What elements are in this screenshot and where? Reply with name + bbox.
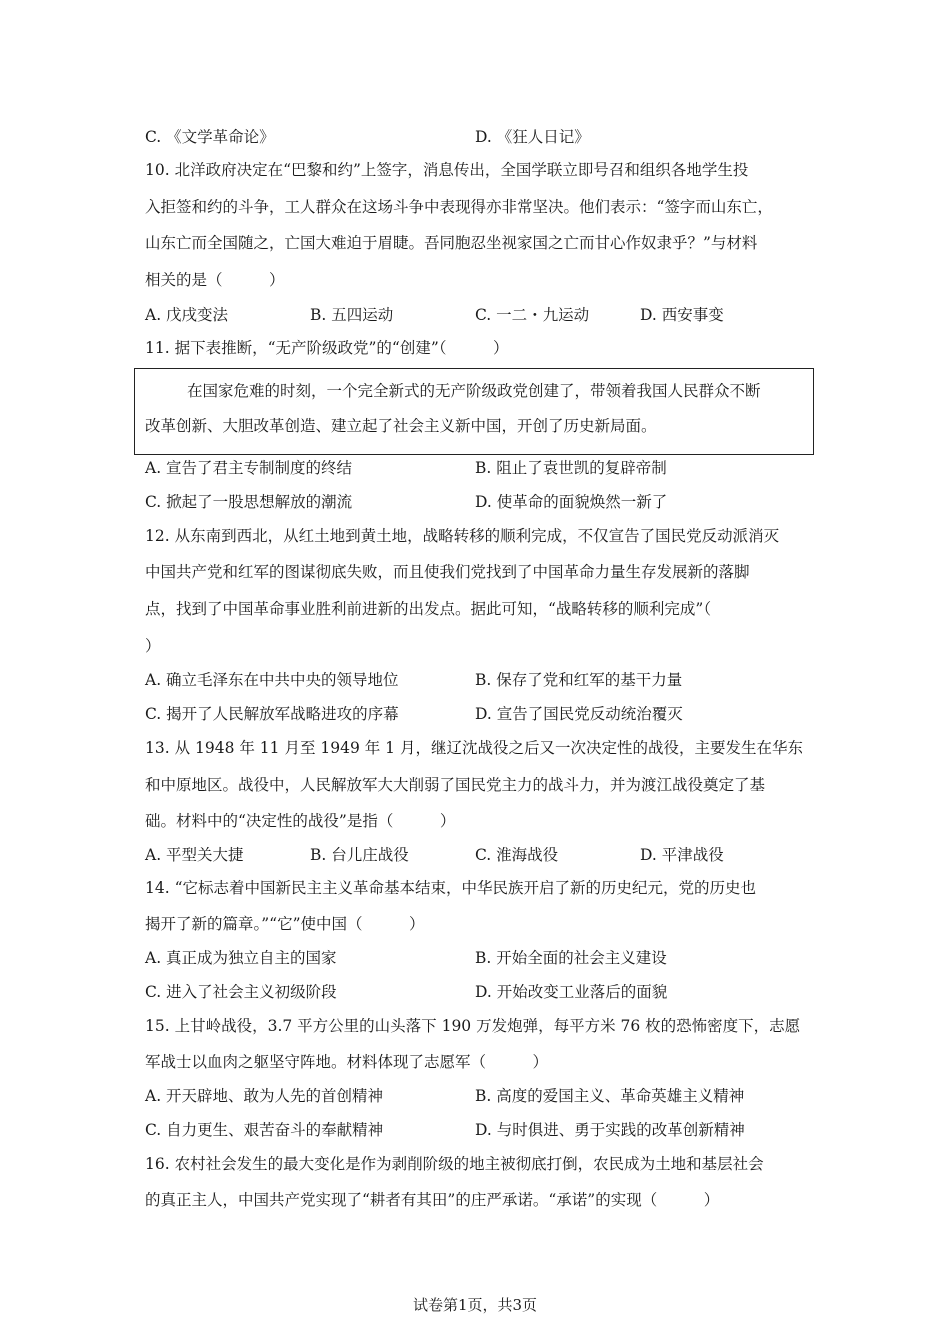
q14-option-d: D. 开始改变工业落后的面貌 [475,983,668,1001]
q14-option-b: B. 开始全面的社会主义建设 [475,949,667,967]
q10-stem-line-1: 10. 北洋政府决定在“巴黎和约”上签字，消息传出，全国学联立即号召和组织各地学生投 [145,161,749,179]
q16-stem-line-1: 16. 农村社会发生的最大变化是作为剥削阶级的地主被彻底打倒，农民成为土地和基层社会 [145,1155,764,1173]
q13-option-d: D. 平津战役 [640,846,724,864]
q15-stem-line-1: 15. 上甘岭战役，3.7 平方公里的山头落下 190 万发炮弹，每平方米 76 枚的恐怖密度下，志愿 [145,1017,801,1035]
q11-material-box [134,368,814,455]
q14-option-a: A. 真正成为独立自主的国家 [145,949,337,967]
q9-option-d: D. 《狂人日记》 [475,128,590,146]
q10-stem-line-2: 入拒签和约的斗争，工人群众在这场斗争中表现得亦非常坚决。他们表示：“签字而山东亡， [145,198,773,216]
q10-option-a: A. 戊戌变法 [145,306,229,324]
q12-option-d: D. 宣告了国民党反动统治覆灭 [475,705,683,723]
q12-stem-line-2: 中国共产党和红军的图谋彻底失败，而且使我们党找到了中国革命力量生存发展新的落脚 [145,563,750,581]
q11-option-b: B. 阻止了袁世凯的复辟帝制 [475,459,667,477]
q9-option-c: C. 《文学革命论》 [145,128,275,146]
page-footer: 试卷第1页，共3页 [412,1296,538,1314]
q12-option-b: B. 保存了党和红军的基干力量 [475,671,683,689]
q10-option-d: D. 西安事变 [640,306,724,324]
q13-stem-line-3: 础。材料中的“决定性的战役”是指（ ） [145,812,456,830]
q15-option-b: B. 高度的爱国主义、革命英雄主义精神 [475,1087,745,1105]
q13-stem-line-1: 13. 从 1948 年 11 月至 1949 年 1 月，继辽沈战役之后又一次决定性的战役，主要发生在华东 [145,739,803,757]
q15-option-d: D. 与时俱进、勇于实践的改革创新精神 [475,1121,745,1139]
q11-box-line-2: 改革创新、大胆改革创造、建立起了社会主义新中国，开创了历史新局面。 [145,417,657,435]
q13-option-a: A. 平型关大捷 [145,846,244,864]
q12-stem-line-3: 点，找到了中国革命事业胜利前进新的出发点。据此可知，“战略转移的顺利完成”（ [145,600,712,618]
q10-option-c: C. 一二・九运动 [475,306,590,324]
q14-stem-line-1: 14. “它标志着中国新民主主义革命基本结束，中华民族开启了新的历史纪元，党的历史也 [145,879,757,897]
q13-option-c: C. 淮海战役 [475,846,559,864]
q15-option-c: C. 自力更生、艰苦奋斗的奉献精神 [145,1121,384,1139]
q11-box-line-1: 在国家危难的时刻，一个完全新式的无产阶级政党创建了，带领着我国人民群众不断 [187,382,761,400]
q15-option-a: A. 开天辟地、敢为人先的首创精神 [145,1087,384,1105]
q14-stem-line-2: 揭开了新的篇章。”“它”使中国（ ） [145,915,425,933]
q13-option-b: B. 台儿庄战役 [310,846,409,864]
q12-option-a: A. 确立毛泽东在中共中央的领导地位 [145,671,399,689]
q10-option-b: B. 五四运动 [310,306,394,324]
q10-stem-line-4: 相关的是（ ） [145,271,285,289]
q10-stem-line-3: 山东亡而全国随之，亡国大难迫于眉睫。吾同胞忍坐视家国之亡而甘心作奴隶乎？”与材料 [145,234,758,252]
q11-option-c: C. 掀起了一股思想解放的潮流 [145,493,353,511]
q11-option-a: A. 宣告了君主专制制度的终结 [145,459,353,477]
q11-option-d: D. 使革命的面貌焕然一新了 [475,493,668,511]
q12-stem-line-4: ） [145,637,161,655]
q14-option-c: C. 进入了社会主义初级阶段 [145,983,337,1001]
q11-stem: 11. 据下表推断，“无产阶级政党”的“创建”（ ） [145,339,509,357]
q12-stem-line-1: 12. 从东南到西北，从红土地到黄土地，战略转移的顺利完成，不仅宣告了国民党反动派消灭 [145,527,780,545]
q13-stem-line-2: 和中原地区。战役中，人民解放军大大削弱了国民党主力的战斗力，并为渡江战役奠定了基 [145,776,766,794]
q12-option-c: C. 揭开了人民解放军战略进攻的序幕 [145,705,399,723]
q16-stem-line-2: 的真正主人，中国共产党实现了“耕者有其田”的庄严承诺。“承诺”的实现（ ） [145,1191,720,1209]
q15-stem-line-2: 军战士以血肉之躯坚守阵地。材料体现了志愿军（ ） [145,1053,549,1071]
